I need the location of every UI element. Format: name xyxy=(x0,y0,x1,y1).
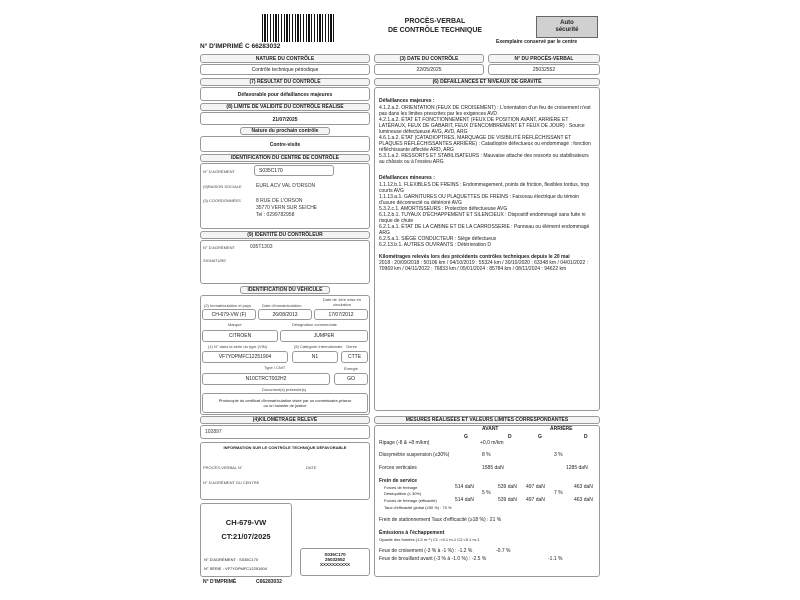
measures-header: MESURES RÉALISÉES ET VALEURS LIMITES CORRESPONDANTES xyxy=(374,416,600,424)
braking-label: Forces de freinage xyxy=(384,485,418,490)
category-value: N1 xyxy=(292,351,338,363)
maxforce-rg: 497 daN xyxy=(526,497,545,503)
centre-agreement-label: N° D'AGRÉMENT xyxy=(203,169,235,174)
next-control-box: Contre-visite xyxy=(200,136,370,152)
major-defect-2: 4.2.1.a.2. ÉTAT ET FONCTIONNEMENT (FEUX DE POSITION AVANT, ARRIÈRE ET LATÉRAUX, FEUX DE GABARIT, FEUX D'ENCOMBREMENT ET FEUX DE JOUR) : Source lumineuse défectueuse AVG, AVD, ARG xyxy=(379,117,585,135)
validity-box: 21/07/2025 xyxy=(200,112,370,125)
deseq-front: 5 % xyxy=(482,490,491,496)
stub-box: S035C170 25032552 XXXXXXXXXX xyxy=(300,548,370,576)
dissym-rear: 3 % xyxy=(554,452,563,458)
service-brake-label: Frein de service xyxy=(379,478,418,484)
first-date-value: 17/07/2012 xyxy=(314,309,368,320)
next-control-header: Nature du prochain contrôle xyxy=(240,127,330,135)
braking-rd: 463 daN xyxy=(574,484,593,490)
unfav-centre-label: N° D'AGRÉMENT DU CENTRE xyxy=(203,480,260,485)
auto-securite-stamp: Auto sécurité xyxy=(536,16,598,38)
mileage-header: (4)KILOMÉTRAGE RELEVÉ xyxy=(200,416,370,424)
category-label: (5) Catégorie internationale xyxy=(294,344,343,349)
date-value: 22/05/2025 xyxy=(374,64,484,75)
dissym-label: Dissymétrie suspension (≤30%) xyxy=(379,452,450,458)
copy-note: Exemplaire conservé par le centre xyxy=(496,39,578,45)
brand-value: CITROEN xyxy=(202,330,278,342)
ripage-label: Ripage (-8 & +8 m/km) xyxy=(379,440,430,446)
barcode xyxy=(262,14,334,42)
reg-date-value: 26/08/2013 xyxy=(258,309,312,320)
type-label: Type / CNIT xyxy=(264,365,286,370)
front-label: AVANT xyxy=(482,426,499,432)
centre-header: IDENTIFICATION DU CENTRE DE CONTRÔLE xyxy=(200,154,370,162)
controller-agreement-value: 035T1303 xyxy=(250,244,273,250)
print-number: N° D'IMPRIMÉ C 66283032 xyxy=(200,43,281,50)
efficiency-label: Taux d'efficacité global (≥50 %) : 70 % xyxy=(384,505,452,510)
minor-defect-7: 6.2.13.b.1. AUTRES OUVRANTS : Détérioration D xyxy=(379,242,491,248)
centre-address-line1: 8 RUE DE L'ORSON xyxy=(256,198,303,204)
rear-d: D xyxy=(584,434,588,440)
braking-fg: 514 daN xyxy=(455,484,474,490)
ripage-value: +0,0 m/km xyxy=(480,440,504,446)
forces-front: 1585 daN xyxy=(482,465,504,471)
minor-defect-2: 1.1.13.a.1. GARNITURES OU PLAQUETTES DE FREINS : Faisceau électrique du témoin d'usure déconnecté ou détérioré AVG xyxy=(379,194,580,206)
centre-company-value: EURL ACV VAL D'ORSON xyxy=(256,183,316,189)
type-value: N10CTRCT002H2 xyxy=(202,373,330,385)
mileage-box: 102897 xyxy=(200,425,370,439)
major-defect-3: 4.6.1.a.2. ÉTAT (CATADIOPTRES, MARQUAGE DE VISIBILITÉ RÉFLÉCHISSANT ET PLAQUES RÉFLÉCHISSANTES ARRIÈRE) : Catadioptre défectueux ou endommagé : fonction réfléchissante affectée ARD, ARG xyxy=(379,135,591,153)
minor-defect-4: 6.1.2.b.1. TUYAUX D'ÉCHAPPEMENT ET SILENCIEUX : Dispositif endommagé sans fuite ni risque de chute xyxy=(379,212,586,224)
front-g: G xyxy=(464,434,468,440)
first-date-label: Date de 1ère mise en circulation xyxy=(322,297,362,307)
reg-label: (2) Immatriculation et pays xyxy=(204,303,252,308)
genre-value: CTTE xyxy=(341,351,368,363)
forces-rear: 1285 daN xyxy=(566,465,588,471)
sticker-agreement: N° D'AGRÉMENT : S035C170 xyxy=(204,557,259,562)
front-d: D xyxy=(508,434,512,440)
parking-brake-label: Frein de stationnement Taux d'efficacité (≥18 %) : 21 % xyxy=(379,517,502,523)
defects-box: Défaillances majeures : 4.1.2.a.2. ORIENTATION (FEUX DE CROISEMENT) : L'orientation d'un feu de croisement n'est pas dans les limites prescrites par les exigences AVD 4.2.1.a.2. ÉTAT ET FONCTIONNEMENT (FEUX DE POSITION AVANT, ARRIÈRE ET LATÉRAUX, FEUX DE GABARIT, FEUX D'ENCOMBREMENT ET FEUX DE JOUR) : Source lumineuse défectueuse AVG, AVD, ARG 4.6.1.a.2. ÉTAT (CATADIOPTRES, MARQUAGE DE VISIBILITÉ RÉFLÉCHISSANT ET PLAQUES RÉFLÉCHISSANTES ARRIÈRE) : Catadioptre défectueux ou endommagé : fonction réfléchissante affectée ARD, ARG 5.3.1.a.2. RESSORTS ET STABILISATEURS : Mauvaise attache des ressorts ou stabilisateurs au châssis ou à l'essieu ARG Défaillances mineures : 1.1.12.b.1. FLEXIBLES DE FREINS : Endommagement, points de friction, flexibles tordus, trop courts AVG 1.1.13.a.1. GARNITURES OU PLAQUETTES DE FREINS : Faisceau électrique du témoin d'usure déconnecté ou détérioré AVG 5.3.2.c.1. AMORTISSEURS : Protection défectueuse AVG 6.1.2.b.1. TUYAUX D'ÉCHAPPEMENT ET SILENCIEUX : Dispositif endommagé sans fuite ni risque de chute 6.2.1.a.1. ÉTAT DE LA CABINE ET DE LA CARROSSERIE : Panneau ou élément endommagé ARG 6.2.5.a.1. SIÈGE CONDUCTEUR : Siège défectueux 6.2.13.b.1. AUTRES OUVRANTS : Détérioration D Kilométrages relevés lors des précédents contrôles techniques depuis le 20 mai 2018 : 20/09/2018 : 50106 km / 04/10/2019 : 55324 km / 30/10/2020 : 63348 km / 04/01/2022 : 70969 km / 04/11/2022 : 76833 km / 05/01/2024 : 85784 km / 08/11/2024 : 94622 km xyxy=(374,87,600,411)
major-defect-4: 5.3.1.a.2. RESSORTS ET STABILISATEURS : Mauvaise attache des ressorts ou stabilisateurs au châssis ou à l'essieu ARG xyxy=(379,153,589,165)
controller-agreement-label: N° D'AGRÉMENT xyxy=(203,245,235,250)
validity-header: (8) LIMITE DE VALIDITÉ DU CONTRÔLE RÉALISÉ xyxy=(200,103,370,111)
vin-label: (1) N° dans la série du type (VIN) xyxy=(208,344,267,349)
pv-header: N° DU PROCÈS-VERBAL xyxy=(488,54,600,63)
emissions-label: Émissions à l'échappement xyxy=(379,530,445,536)
braking-fd: 539 daN xyxy=(498,484,517,490)
centre-address-line3: Tel : 0299782958 xyxy=(256,212,295,218)
nature-header: NATURE DU CONTRÔLE xyxy=(200,54,370,63)
low-beam-right: -0.7 % xyxy=(496,548,511,554)
defects-header: (6) DÉFAILLANCES ET NIVEAUX DE GRAVITÉ xyxy=(374,78,600,86)
controller-header: (9) IDENTITÉ DU CONTRÔLEUR xyxy=(200,231,370,239)
minor-defect-5: 6.2.1.a.1. ÉTAT DE LA CABINE ET DE LA CARROSSERIE : Panneau ou élément endommagé ARG xyxy=(379,224,590,236)
centre-agreement-value: S035C170 xyxy=(254,165,334,176)
vehicle-header: IDENTIFICATION DU VÉHICULE xyxy=(240,286,330,294)
minor-defect-1: 1.1.12.b.1. FLEXIBLES DE FREINS : Endommagement, points de friction, flexibles tordus, trop courts AVG xyxy=(379,182,590,194)
sticker-print-label: N° D'IMPRIMÉ xyxy=(203,579,237,585)
minor-defect-3: 5.3.2.c.1. AMORTISSEURS : Protection défectueuse AVG xyxy=(379,206,508,212)
braking-rg: 497 daN xyxy=(526,484,545,490)
vin-value: VF7YDPMFC12251904 xyxy=(202,351,288,363)
energy-value: GO xyxy=(334,373,368,385)
docs-box: Photocopie du certificat d'immatriculation visée par un commissaire-priseur ou un huissier de justice xyxy=(202,393,368,413)
rear-g: G xyxy=(538,434,542,440)
centre-address-label: (3) COORDONNÉES xyxy=(203,198,241,203)
brand-label: Marque xyxy=(228,322,242,327)
maxforce-rd: 463 daN xyxy=(574,497,593,503)
date-header: (3) DATE DU CONTRÔLE xyxy=(374,54,484,63)
deseq-rear: 7 % xyxy=(554,490,563,496)
document-title-line1: PROCÈS-VERBAL xyxy=(404,18,466,25)
km-history: 2018 : 20/09/2018 : 50106 km / 04/10/2019 : 55324 km / 30/10/2020 : 63348 km / 04/01/2022 : 70969 km / 04/11/2022 : 76833 km / 05/01/2024 : 85784 km / 08/11/2024 : 94622 km xyxy=(379,260,589,272)
fog-label: Feux de brouillard avant (-3 % à -1.0 %) : -2.5 % xyxy=(379,556,487,562)
energy-label: Énergie xyxy=(344,366,358,371)
docs-label: Document(s) présenté(s) xyxy=(262,387,307,392)
result-header: (7) RÉSULTAT DU CONTRÔLE xyxy=(200,78,370,86)
sticker-ct: CT:21/07/2025 xyxy=(221,532,271,541)
sticker-print-value: C66283032 xyxy=(256,579,282,585)
sticker-series: N° SÉRIE : VF7YDPMFC12251904 xyxy=(204,566,267,571)
low-beam-label: Feux de croisement (-3 % à -1 %) : -1.2 % xyxy=(379,548,473,554)
sticker-plate: CH-679-VW xyxy=(225,518,267,527)
document-title-line2: DE CONTRÔLE TECHNIQUE xyxy=(387,27,483,34)
reg-value: CH-679-VW (F) xyxy=(202,309,256,320)
nature-value: Contrôle technique périodique xyxy=(200,64,370,75)
deseq-label: Déséquilibre (≤ 30%) xyxy=(384,491,422,496)
maxforce-fg: 514 daN xyxy=(455,497,474,503)
centre-company-label: (9)RAISON SOCIALE xyxy=(203,184,242,189)
genre-label: Genre xyxy=(346,344,358,349)
reg-date-label: Date d'immatriculation xyxy=(262,303,302,308)
model-label: Désignation commerciale xyxy=(292,322,337,327)
opacity-label: Opacité des fumées (1.5 m⁻¹) C1 :<0.1 m-1 C2:<0.1 m-1 xyxy=(379,537,480,542)
rear-label: ARRIÈRE xyxy=(550,426,573,432)
unfavorable-info-box xyxy=(200,442,370,500)
forces-label: Forces verticales xyxy=(379,465,417,471)
major-defect-1: 4.1.2.a.2. ORIENTATION (FEUX DE CROISEMENT) : L'orientation d'un feu de croisement n'est pas dans les limites prescrites par les exigences AVD xyxy=(379,105,591,117)
minor-defect-6: 6.2.5.a.1. SIÈGE CONDUCTEUR : Siège défectueux xyxy=(379,236,497,242)
centre-address-line2: 35770 VERN SUR SEICHE xyxy=(256,205,318,211)
pv-value: 25032552 xyxy=(488,64,600,75)
unfavorable-info-title: INFORMATION SUR LE CONTRÔLE TECHNIQUE DÉFAVORABLE xyxy=(223,445,347,450)
result-box: Défavorable pour défaillances majeures xyxy=(200,87,370,101)
unfav-date-label: DATE xyxy=(306,465,317,470)
dissym-front: 8 % xyxy=(482,452,491,458)
maxforce-fd: 539 daN xyxy=(498,497,517,503)
fog-right: -1.1 % xyxy=(548,556,563,562)
model-value: JUMPER xyxy=(280,330,368,342)
maxforce-label: Forces de freinage (efficacité) xyxy=(384,498,437,503)
unfav-pv-label: PROCÈS-VERBAL N° xyxy=(203,465,243,470)
signature-label: SIGNATURE xyxy=(203,258,227,263)
